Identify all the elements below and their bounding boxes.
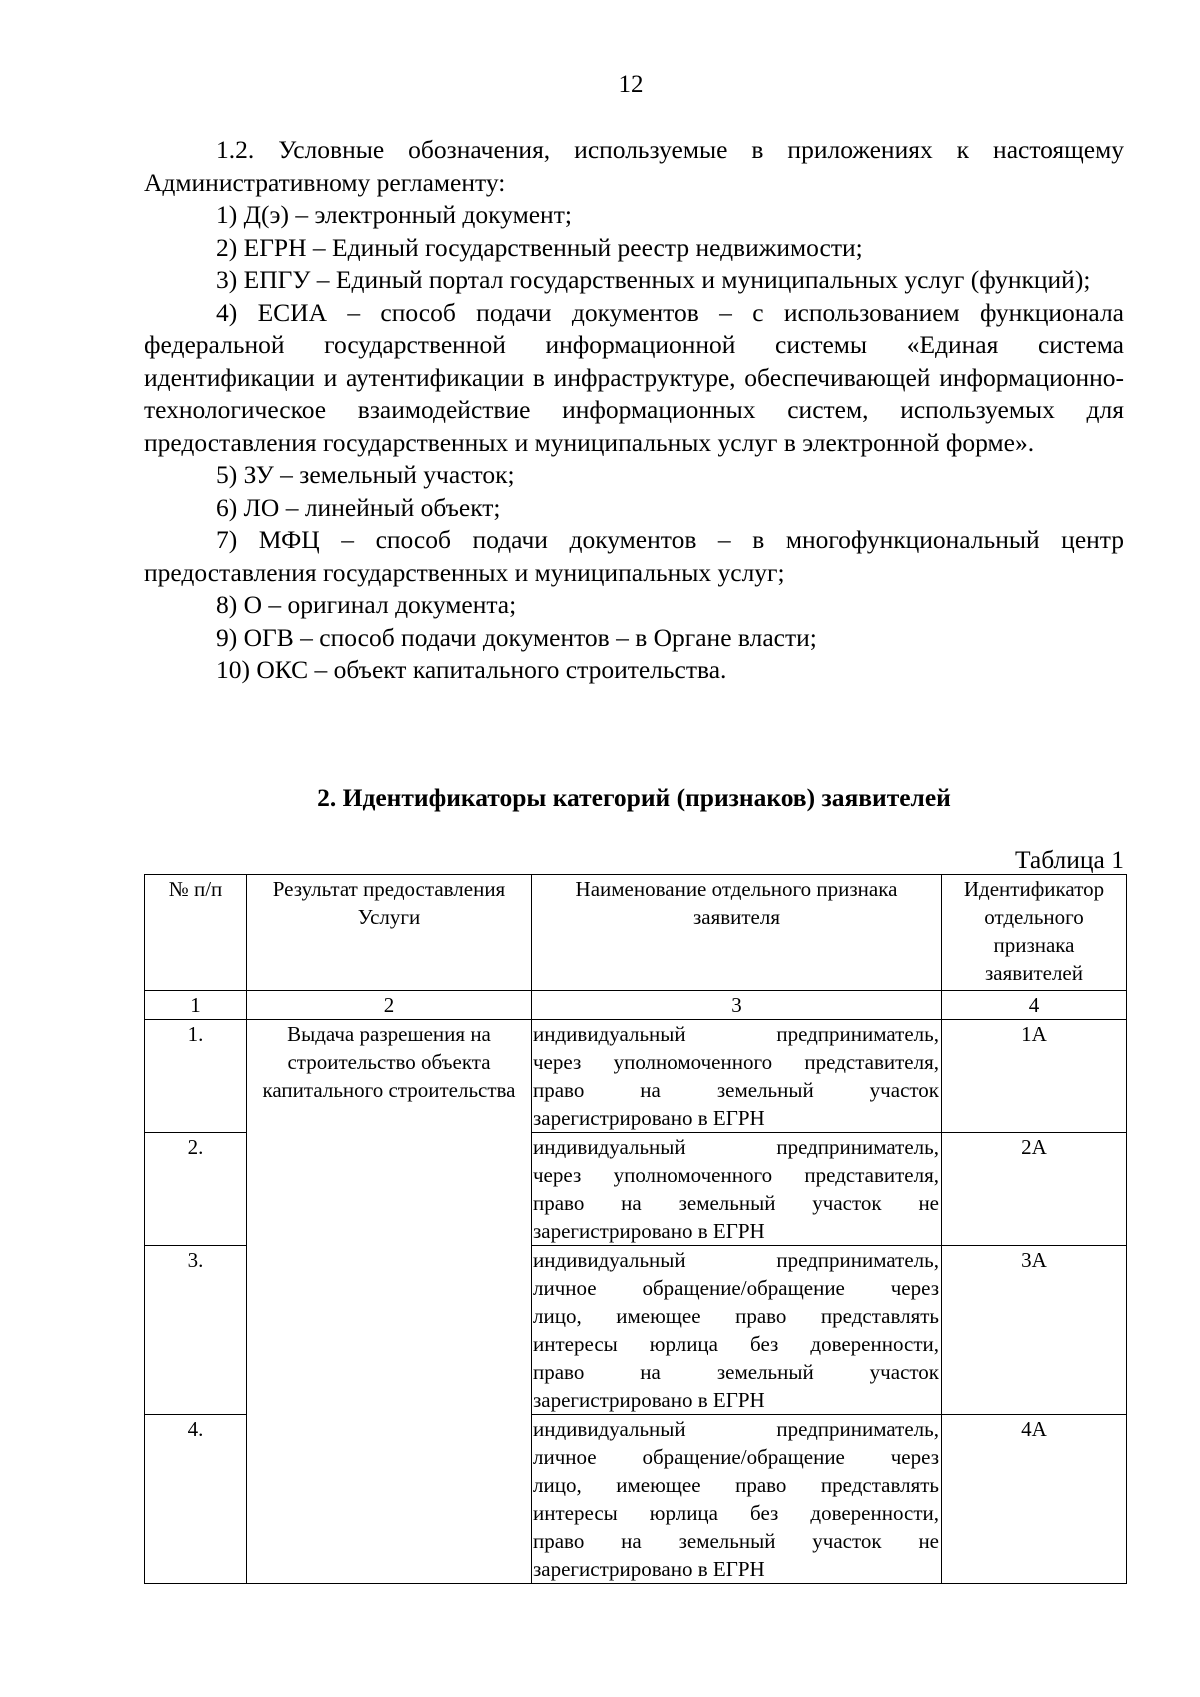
row-number: 4. — [145, 1415, 247, 1584]
applicant-categories-table — [144, 874, 1127, 1584]
attribute-line: зарегистрировано в ЕГРН — [533, 1388, 765, 1412]
attribute-identifier: 2А — [942, 1133, 1127, 1246]
section-heading: 2. Идентификаторы категорий (признаков) заявителей — [317, 783, 951, 812]
attribute-line: право на земельный участок — [533, 1360, 939, 1384]
column-number: 4 — [942, 991, 1127, 1020]
attribute-line: через уполномоченного представителя, — [533, 1050, 939, 1074]
conventions-clause: 1.2. Условные обозначения, используемые в приложениях к настоящему Административному регламенту: — [144, 135, 1124, 197]
convention-item: 2) ЕГРН – Единый государственный реестр недвижимости; — [216, 232, 863, 262]
attribute-name — [532, 1246, 942, 1415]
header-attribute-name: Наименование отдельного признака заявителя — [532, 875, 942, 991]
attribute-line: личное обращение/обращение через — [533, 1276, 939, 1300]
column-number-row — [145, 991, 1127, 1020]
convention-item: 4) ЕСИА – способ подачи документов – с использованием функционала федеральной государственной информационной системы «Единая система идентификации и аутентификации в инфраструктуре, обеспечивающей информационно-технологическое взаимодействие информационных систем, используемых для предоставления государственных и муниципальных услуг в электронной форме». — [144, 297, 1124, 457]
attribute-line: индивидуальный предприниматель, — [533, 1248, 939, 1272]
convention-item: 8) О – оригинал документа; — [216, 590, 517, 619]
attribute-line: личное обращение/обращение через — [533, 1445, 939, 1469]
attribute-line: интересы юрлица без доверенности, — [533, 1501, 939, 1525]
convention-item: 6) ЛО – линейный объект; — [216, 492, 501, 522]
table-row — [145, 1020, 1127, 1133]
attribute-line: зарегистрировано в ЕГРН — [533, 1219, 765, 1243]
column-number: 1 — [145, 991, 247, 1020]
table-header-row — [145, 875, 1127, 991]
convention-item: 3) ЕПГУ – Единый портал государственных и муниципальных услуг (функций); — [216, 265, 1091, 294]
attribute-name — [532, 1415, 942, 1584]
attribute-line: право на земельный участок не — [533, 1529, 939, 1553]
attribute-line: право на земельный участок не — [533, 1191, 939, 1215]
header-number: № п/п — [145, 875, 247, 991]
attribute-line: право на земельный участок — [533, 1078, 939, 1102]
convention-item: 1) Д(э) – электронный документ; — [216, 200, 572, 229]
attribute-line: лицо, имеющее право представлять — [533, 1473, 939, 1497]
attribute-line: зарегистрировано в ЕГРН — [533, 1106, 765, 1130]
row-number: 2. — [145, 1133, 247, 1246]
table-caption: Таблица 1 — [1014, 845, 1124, 874]
attribute-line: индивидуальный предприниматель, — [533, 1022, 939, 1046]
attribute-identifier: 3А — [942, 1246, 1127, 1415]
convention-item: 9) ОГВ – способ подачи документов – в Органе власти; — [216, 622, 817, 652]
attribute-name — [532, 1133, 942, 1246]
convention-item: 7) МФЦ – способ подачи документов – в многофункциональный центр предоставления государственных и муниципальных услуг; — [144, 525, 1124, 587]
row-number: 1. — [145, 1020, 247, 1133]
header-result: Результат предоставления Услуги — [247, 875, 532, 991]
attribute-identifier: 1А — [942, 1020, 1127, 1133]
attribute-line: зарегистрировано в ЕГРН — [533, 1557, 765, 1581]
service-result: Выдача разрешения на строительство объекта капитального строительства — [247, 1020, 532, 1584]
convention-item: 10) ОКС – объект капитального строительства. — [216, 655, 727, 684]
attribute-line: лицо, имеющее право представлять — [533, 1304, 939, 1328]
attribute-line: интересы юрлица без доверенности, — [533, 1332, 939, 1356]
conventions-section — [144, 134, 1124, 687]
page-number: 12 — [618, 71, 644, 98]
row-number: 3. — [145, 1246, 247, 1415]
attribute-line: через уполномоченного представителя, — [533, 1163, 939, 1187]
attribute-name — [532, 1020, 942, 1133]
column-number: 3 — [532, 991, 942, 1020]
attribute-identifier: 4А — [942, 1415, 1127, 1584]
attribute-line: индивидуальный предприниматель, — [533, 1417, 939, 1441]
header-identifier: Идентификатор отдельного признака заявителей — [942, 875, 1127, 991]
column-number: 2 — [247, 991, 532, 1020]
convention-item: 5) ЗУ – земельный участок; — [216, 460, 515, 489]
attribute-line: индивидуальный предприниматель, — [533, 1135, 939, 1159]
